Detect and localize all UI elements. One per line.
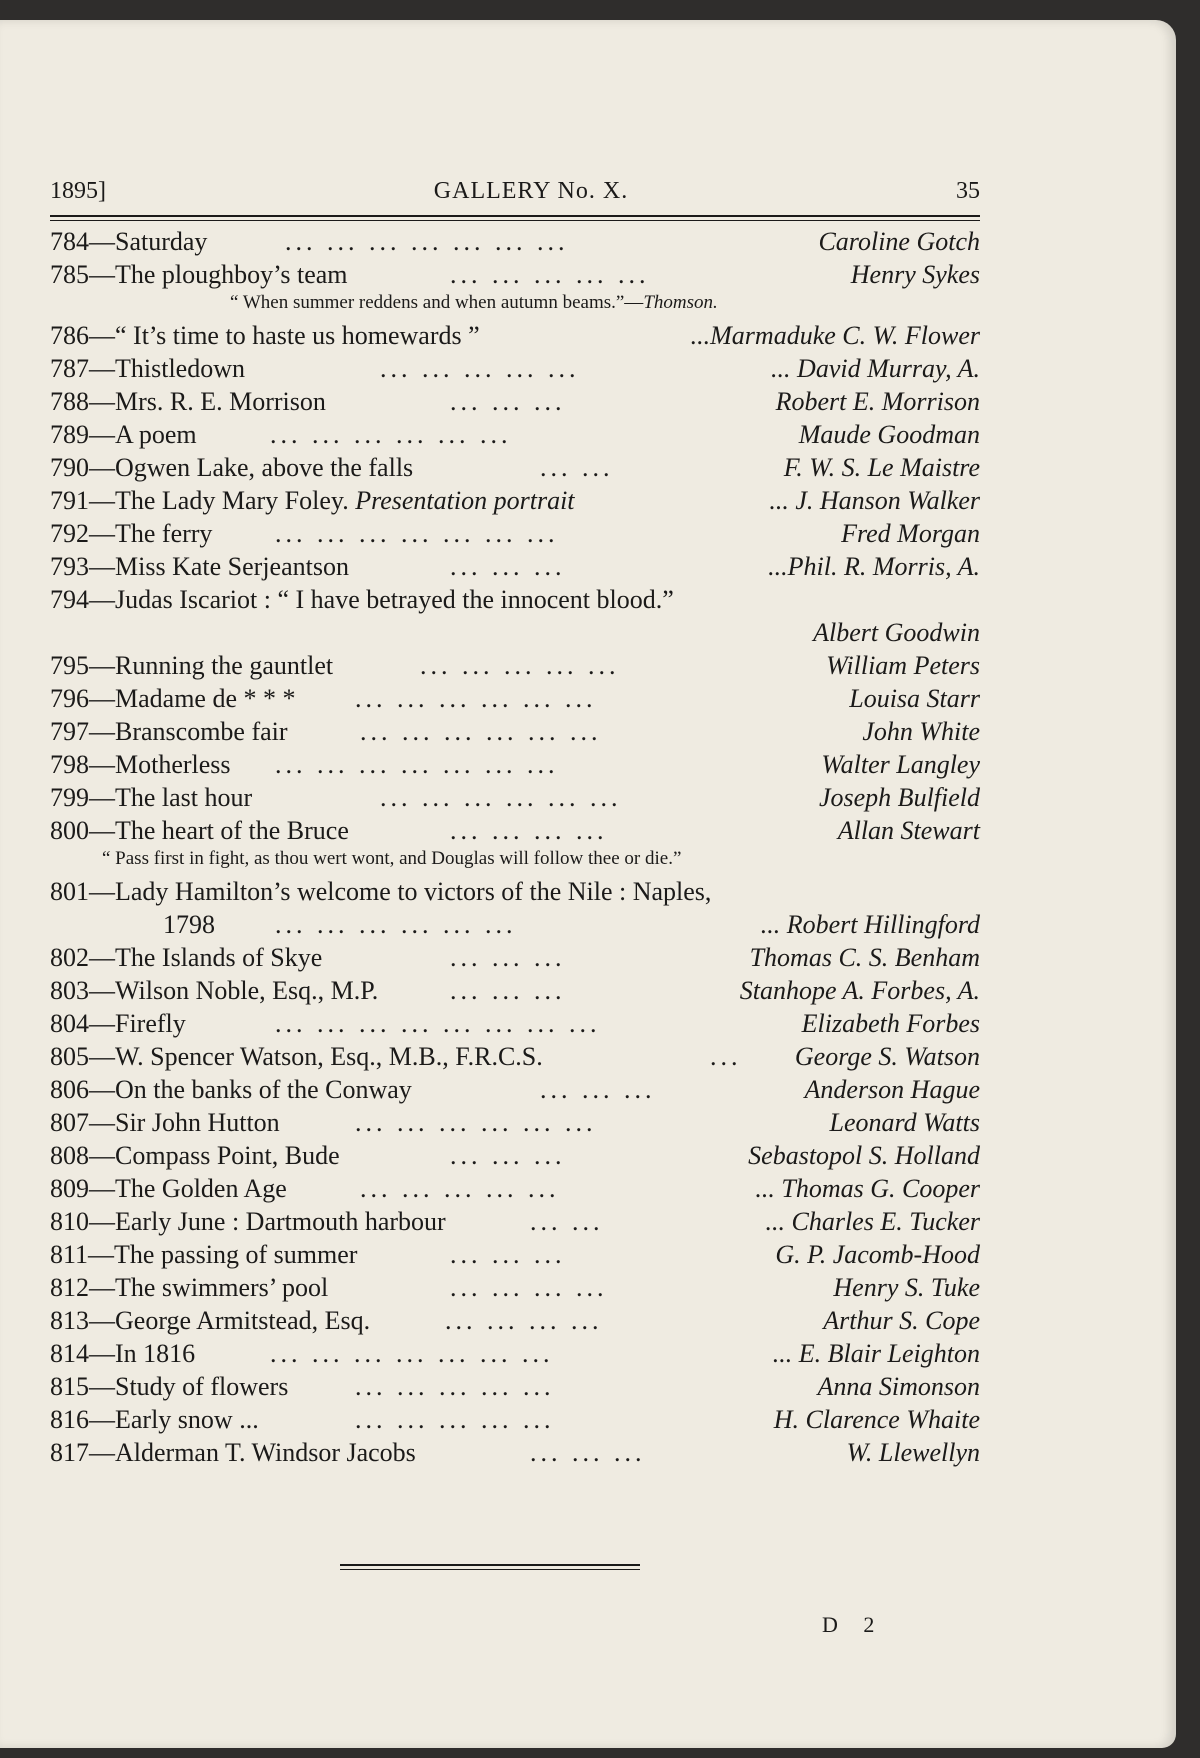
entry-number: 789	[50, 420, 89, 449]
catalogue-entry: 800—The heart of the Bruce ... ... ... ... Allan Stewart	[50, 816, 980, 845]
leader-dots: ... ... ...	[450, 1240, 566, 1269]
leader-dots: ... ... ... ... ...	[380, 354, 580, 383]
entry-number: 796	[50, 684, 89, 713]
catalogue-content	[50, 178, 980, 1469]
catalogue-entry: 811—The passing of summer ... ... ... G. P. Jacomb-Hood	[50, 1240, 980, 1269]
entry-number: 810	[50, 1207, 89, 1236]
entry-artist: ... E. Blair Leighton	[772, 1339, 980, 1368]
entry-title: “ It’s time to haste us homewards ”	[115, 321, 480, 350]
entry-title: Wilson Noble, Esq., M.P.	[115, 976, 379, 1005]
running-header	[50, 178, 980, 212]
entry-number: 809	[50, 1174, 89, 1203]
entry-title: Early June : Dartmouth harbour	[115, 1207, 446, 1236]
entry-title: Firefly	[115, 1009, 186, 1038]
entry-number: 787	[50, 354, 89, 383]
entry-number: 792	[50, 519, 89, 548]
catalogue-entry: 806—On the banks of the Conway ... ... ... Anderson Hague	[50, 1075, 980, 1104]
catalogue-entry: 798—Motherless ... ... ... ... ... ... ... Walter Langley	[50, 750, 980, 779]
catalogue-entry: 797—Branscombe fair ... ... ... ... ... ... John White	[50, 717, 980, 746]
entry-title: The last hour	[115, 783, 253, 812]
entry-title: Study of flowers	[115, 1372, 289, 1401]
entry-artist: ...Marmaduke C. W. Flower	[690, 321, 980, 350]
entry-title: The ferry	[115, 519, 213, 548]
entry-artist: Henry Sykes	[850, 260, 980, 289]
entry-title: Miss Kate Serjeantson	[115, 552, 349, 581]
leader-dots: ... ... ... ... ...	[420, 651, 620, 680]
catalogue-entry: 805—W. Spencer Watson, Esq., M.B., F.R.C.S. ... George S. Watson	[50, 1042, 980, 1071]
entry-title: Madame de * * *	[115, 684, 296, 713]
entry-number: 817	[50, 1438, 89, 1467]
quotation-source: Thomson.	[643, 292, 718, 313]
entry-number: 798	[50, 750, 89, 779]
leader-dots: ... ... ...	[450, 552, 566, 581]
entry-number: 804	[50, 1009, 89, 1038]
entry-number: 814	[50, 1339, 89, 1368]
entry-number: 793	[50, 552, 89, 581]
page-number: 35	[956, 178, 980, 204]
catalogue-entry: 794—Judas Iscariot : “ I have betrayed the innocent blood.”	[50, 585, 674, 614]
leader-dots: ... ... ...	[450, 387, 566, 416]
catalogue-entry: 812—The swimmers’ pool ... ... ... ... Henry S. Tuke	[50, 1273, 980, 1302]
entry-artist: Fred Morgan	[841, 519, 980, 548]
entry-artist: Henry S. Tuke	[833, 1273, 980, 1302]
entry-title: Running the gauntlet	[115, 651, 334, 680]
entry-title: The Golden Age	[115, 1174, 287, 1203]
entry-artist: Anna Simonson	[817, 1372, 980, 1401]
leader-dots: ... ... ... ... ...	[450, 260, 650, 289]
catalogue-entry: 802—The Islands of Skye ... ... ... Thomas C. S. Benham	[50, 943, 980, 972]
catalogue-entry: 792—The ferry ... ... ... ... ... ... ... Fred Morgan	[50, 519, 980, 548]
entry-artist: Arthur S. Cope	[823, 1306, 980, 1335]
entry-artist: ... Robert Hillingford	[760, 910, 980, 939]
entry-title: Judas Iscariot : “ I have betrayed the innocent blood.”	[115, 585, 674, 614]
entry-number: 807	[50, 1108, 89, 1137]
entry-quotation: “ When summer reddens and when autumn beams.”—Thomson.	[230, 292, 718, 313]
catalogue-entry: 813—George Armitstead, Esq. ... ... ... ... Arthur S. Cope	[50, 1306, 980, 1335]
entry-artist: Allan Stewart	[837, 816, 980, 845]
leader-dots: ... ... ...	[450, 943, 566, 972]
entry-title: George Armitstead, Esq.	[115, 1306, 371, 1335]
entry-number: 790	[50, 453, 89, 482]
catalogue-entry: 788—Mrs. R. E. Morrison ... ... ... Robert E. Morrison	[50, 387, 980, 416]
entry-number: 803	[50, 976, 89, 1005]
entry-number: 802	[50, 943, 89, 972]
entry-artist: F. W. S. Le Maistre	[783, 453, 980, 482]
leader-dots: ... ... ...	[530, 1438, 646, 1467]
catalogue-entry: 807—Sir John Hutton ... ... ... ... ... ... Leonard Watts	[50, 1108, 980, 1137]
entry-artist: Robert E. Morrison	[775, 387, 980, 416]
entry-title: A poem	[115, 420, 197, 449]
catalogue-entry: 814—In 1816 ... ... ... ... ... ... ... ... E. Blair Leighton	[50, 1339, 980, 1368]
entry-title: Compass Point, Bude	[115, 1141, 340, 1170]
entry-title: The ploughboy’s team	[115, 260, 348, 289]
leader-dots: ... ... ... ... ... ... ...	[285, 227, 569, 256]
leader-dots: ... ... ... ... ... ...	[355, 1108, 597, 1137]
signature-mark: D 2	[822, 1612, 885, 1637]
entry-title: The Islands of Skye	[115, 943, 323, 972]
catalogue-entry: 789—A poem ... ... ... ... ... ... Maude Goodman	[50, 420, 980, 449]
leader-dots: ... ... ... ... ...	[355, 1372, 555, 1401]
entry-title: Ogwen Lake, above the falls	[115, 453, 414, 482]
leader-dots: ... ... ... ... ... ...	[360, 717, 602, 746]
entry-artist: Walter Langley	[821, 750, 980, 779]
header-rule	[50, 215, 980, 217]
entry-title: On the banks of the Conway	[115, 1075, 412, 1104]
entry-number: 791	[50, 486, 89, 515]
leader-dots: ... ... ... ... ... ... ...	[275, 750, 559, 779]
entry-number: 788	[50, 387, 89, 416]
catalogue-entry: 803—Wilson Noble, Esq., M.P. ... ... ... Stanhope A. Forbes, A.	[50, 976, 980, 1005]
entry-number: 784	[50, 227, 89, 256]
entry-title-continuation: 1798	[163, 910, 215, 939]
entry-number: 815	[50, 1372, 89, 1401]
entry-number: 795	[50, 651, 89, 680]
closing-rule-thin	[340, 1569, 640, 1570]
entry-title: Early snow ...	[115, 1405, 259, 1434]
entry-title: Thistledown	[115, 354, 245, 383]
leader-dots: ... ... ... ...	[450, 1273, 608, 1302]
entry-title: The heart of the Bruce	[115, 816, 349, 845]
leader-dots: ... ... ... ...	[445, 1306, 603, 1335]
catalogue-entry: 796—Madame de * * * ... ... ... ... ... ... Louisa Starr	[50, 684, 980, 713]
entry-title: Mrs. R. E. Morrison	[115, 387, 326, 416]
entry-artist: John White	[862, 717, 980, 746]
leader-dots: ... ... ...	[540, 1075, 656, 1104]
entry-number: 785	[50, 260, 89, 289]
entry-number: 808	[50, 1141, 89, 1170]
catalogue-entry-continuation	[50, 616, 980, 649]
entry-number: 813	[50, 1306, 89, 1335]
entry-number: 805	[50, 1042, 89, 1071]
leader-dots: ... ... ... ... ...	[360, 1174, 560, 1203]
catalogue-entry: 801—Lady Hamilton’s welcome to victors of the Nile : Naples,	[50, 877, 712, 906]
entry-artist: ... David Murray, A.	[771, 354, 980, 383]
entry-artist: Anderson Hague	[804, 1075, 980, 1104]
entry-artist: H. Clarence Whaite	[773, 1405, 980, 1434]
entry-artist: William Peters	[826, 651, 980, 680]
entry-title: Saturday	[115, 227, 208, 256]
leader-dots: ... ... ... ...	[450, 816, 608, 845]
entry-artist: Albert Goodwin	[813, 618, 980, 647]
entry-title: Branscombe fair	[115, 717, 288, 746]
entry-artist: Elizabeth Forbes	[801, 1009, 980, 1038]
entry-title: The swimmers’ pool	[115, 1273, 329, 1302]
leader-dots: ... ... ... ... ... ...	[275, 910, 517, 939]
catalogue-entry: 816—Early snow ... ... ... ... ... ... H. Clarence Whaite	[50, 1405, 980, 1434]
leader-dots: ... ... ... ... ...	[355, 1405, 555, 1434]
entry-number: 799	[50, 783, 89, 812]
catalogue-entry: 785—The ploughboy’s team ... ... ... ... ... Henry Sykes	[50, 260, 980, 289]
entry-artist: G. P. Jacomb-Hood	[775, 1240, 980, 1269]
entry-number: 797	[50, 717, 89, 746]
catalogue-entry: 787—Thistledown ... ... ... ... ... ... David Murray, A.	[50, 354, 980, 383]
entry-artist: Maude Goodman	[798, 420, 980, 449]
catalogue-entry: 809—The Golden Age ... ... ... ... ... ... Thomas G. Cooper	[50, 1174, 980, 1203]
header-rule-thin	[50, 220, 980, 221]
entry-title: Lady Hamilton’s welcome to victors of the Nile : Naples,	[115, 877, 712, 906]
catalogue-entry: 815—Study of flowers ... ... ... ... ... Anna Simonson	[50, 1372, 980, 1401]
leader-dots: ... ... ... ... ... ...	[355, 684, 597, 713]
catalogue-entry: 795—Running the gauntlet ... ... ... ... ... William Peters	[50, 651, 980, 680]
leader-dots: ... ... ...	[450, 1141, 566, 1170]
entry-number: 794	[50, 585, 89, 614]
leader-dots: ... ... ... ... ... ...	[270, 420, 512, 449]
entry-artist: Joseph Bulfield	[818, 783, 980, 812]
entry-number: 801	[50, 877, 89, 906]
catalogue-entry: 791—The Lady Mary Foley. Presentation portrait ... J. Hanson Walker	[50, 486, 980, 515]
entry-artist: ...Phil. R. Morris, A.	[768, 552, 980, 581]
header-year: 1895]	[50, 178, 106, 204]
entry-artist: Leonard Watts	[829, 1108, 980, 1137]
leader-dots: ... ... ...	[450, 976, 566, 1005]
entry-subtitle: Presentation portrait	[355, 486, 575, 515]
book-page	[0, 20, 1176, 1748]
leader-dots: ... ... ... ... ... ... ...	[275, 519, 559, 548]
catalogue-entry: 790—Ogwen Lake, above the falls ... ... F. W. S. Le Maistre	[50, 453, 980, 482]
entry-artist: George S. Watson	[794, 1042, 980, 1071]
entry-title: The passing of summer	[114, 1240, 358, 1269]
closing-rule	[340, 1564, 640, 1566]
entry-artist: ... J. Hanson Walker	[769, 486, 980, 515]
entry-number: 811	[50, 1240, 89, 1269]
leader-dots: ... ... ... ... ... ... ... ...	[275, 1009, 601, 1038]
entry-title: Alderman T. Windsor Jacobs	[115, 1438, 416, 1467]
entry-number: 816	[50, 1405, 89, 1434]
leader-dots: ... ...	[530, 1207, 604, 1236]
entry-artist: Stanhope A. Forbes, A.	[739, 976, 980, 1005]
entry-title: W. Spencer Watson, Esq., M.B., F.R.C.S.	[115, 1042, 543, 1071]
entry-artist: Sebastopol S. Holland	[748, 1141, 980, 1170]
catalogue-entry: 804—Firefly ... ... ... ... ... ... ... ... Elizabeth Forbes	[50, 1009, 980, 1038]
entry-artist: Thomas C. S. Benham	[749, 943, 980, 972]
entry-title: The Lady Mary Foley.	[115, 486, 349, 515]
entry-artist: ... Charles E. Tucker	[765, 1207, 980, 1236]
entry-artist: Louisa Starr	[849, 684, 980, 713]
entry-quotation: “ Pass first in fight, as thou wert wont, and Douglas will follow thee or die.”	[102, 848, 682, 869]
header-title: GALLERY No. X.	[433, 178, 629, 204]
leader-dots: ... ...	[540, 453, 614, 482]
entry-artist: Caroline Gotch	[818, 227, 980, 256]
catalogue-entry: 784—Saturday ... ... ... ... ... ... ... Caroline Gotch	[50, 227, 980, 256]
catalogue-entry: 808—Compass Point, Bude ... ... ... Sebastopol S. Holland	[50, 1141, 980, 1170]
catalogue-entry: 810—Early June : Dartmouth harbour ... ... ... Charles E. Tucker	[50, 1207, 980, 1236]
catalogue-entry: 786—“ It’s time to haste us homewards ” ...Marmaduke C. W. Flower	[50, 321, 980, 350]
leader-dots: ... ... ... ... ... ... ...	[270, 1339, 554, 1368]
entry-title: In 1816	[115, 1339, 196, 1368]
leader-dots: ...	[710, 1042, 742, 1071]
catalogue-entry: 793—Miss Kate Serjeantson ... ... ... ...Phil. R. Morris, A.	[50, 552, 980, 581]
catalogue-entry-continuation	[50, 908, 980, 941]
entry-artist: W. Llewellyn	[846, 1438, 980, 1467]
entry-title: Motherless	[115, 750, 231, 779]
entry-number: 812	[50, 1273, 89, 1302]
entry-number: 786	[50, 321, 89, 350]
entry-number: 806	[50, 1075, 89, 1104]
entry-number: 800	[50, 816, 89, 845]
leader-dots: ... ... ... ... ... ...	[380, 783, 622, 812]
catalogue-entry: 817—Alderman T. Windsor Jacobs ... ... ... W. Llewellyn	[50, 1438, 980, 1467]
entry-artist: ... Thomas G. Cooper	[755, 1174, 980, 1203]
catalogue-entry: 799—The last hour ... ... ... ... ... ... Joseph Bulfield	[50, 783, 980, 812]
entry-title: Sir John Hutton	[115, 1108, 280, 1137]
